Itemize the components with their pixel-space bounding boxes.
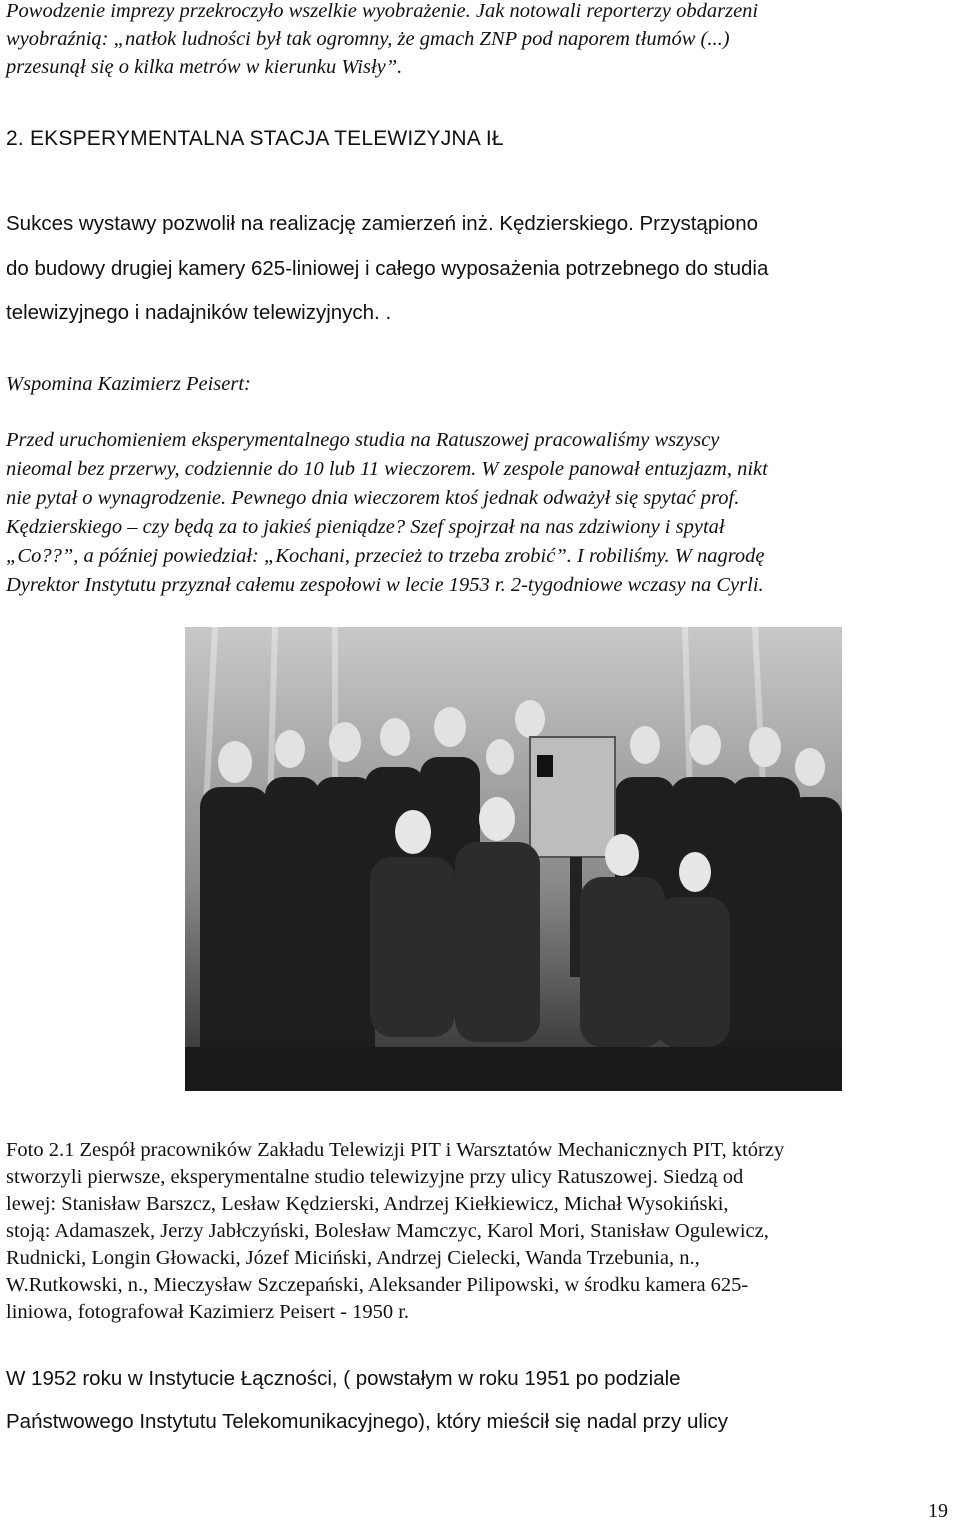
section-line-2: do budowy drugiej kamery 625-liniowej i całego wyposażenia potrzebnego do studia: [6, 257, 769, 280]
section-line-3: telewizyjnego i nadajników telewizyjnych. .: [6, 301, 392, 324]
closing-line-1: W 1952 roku w Instytucie Łączności, ( powstałym w roku 1951 po podziale: [6, 1367, 681, 1390]
caption-line-2: stworzyli pierwsze, eksperymentalne studio telewizyjne przy ulicy Ratuszowej. Siedzą od: [6, 1166, 744, 1188]
intro-line-1: Powodzenie imprezy przekroczyło wszelkie wyobrażenie. Jak notowali reporterzy obdarzeni: [6, 0, 759, 22]
intro-line-3: przesunął się o kilka metrów w kierunku Wisły”.: [6, 56, 403, 78]
section-line-1: Sukces wystawy pozwolił na realizację zamierzeń inż. Kędzierskiego. Przystąpiono: [6, 212, 758, 235]
quote-line-6: Dyrektor Instytutu przyznał całemu zespołowi w lecie 1953 r. 2-tygodniowe wczasy na Cyrli.: [6, 574, 764, 596]
quote-line-3: nie pytał o wynagrodzenie. Pewnego dnia wieczorem ktoś jednak odważył się spytać prof.: [6, 487, 740, 509]
caption-line-6: W.Rutkowski, n., Mieczysław Szczepański, Aleksander Pilipowski, w środku kamera 625-: [6, 1274, 749, 1296]
intro-line-2: wyobraźnią: „natłok ludności był tak ogromny, że gmach ZNP pod naporem tłumów (...): [6, 28, 730, 50]
group-photo-image: [185, 627, 842, 1091]
group-photo: [185, 627, 842, 1091]
page-number: 19: [928, 1500, 948, 1522]
caption-line-7: liniowa, fotografował Kazimierz Peisert - 1950 r.: [6, 1301, 410, 1323]
caption-line-3: lewej: Stanisław Barszcz, Lesław Kędzierski, Andrzej Kiełkiewicz, Michał Wysokiński,: [6, 1193, 729, 1215]
quote-line-1: Przed uruchomieniem eksperymentalnego studia na Ratuszowej pracowaliśmy wszyscy: [6, 429, 720, 451]
section-heading: 2. EKSPERYMENTALNA STACJA TELEWIZYJNA IŁ: [6, 127, 504, 150]
closing-line-2: Państwowego Instytutu Telekomunikacyjnego), który mieścił się nadal przy ulicy: [6, 1410, 729, 1433]
quote-intro: Wspomina Kazimierz Peisert:: [6, 373, 251, 395]
quote-line-5: „Co??”, a później powiedział: „Kochani, przecież to trzeba zrobić”. I robiliśmy. W nagrodę: [6, 545, 765, 567]
caption-line-4: stoją: Adamaszek, Jerzy Jabłczyński, Bolesław Mamczyc, Karol Mori, Stanisław Ogulewicz,: [6, 1220, 769, 1242]
quote-line-2: nieomal bez przerwy, codziennie do 10 lub 11 wieczorem. W zespole panował entuzjazm, nikt: [6, 458, 768, 480]
caption-line-5: Rudnicki, Longin Głowacki, Józef Miciński, Andrzej Cielecki, Wanda Trzebunia, n.,: [6, 1247, 700, 1269]
quote-line-4: Kędzierskiego – czy będą za to jakieś pieniądze? Szef spojrzał na nas zdziwiony i spytał: [6, 516, 725, 538]
caption-line-1: Foto 2.1 Zespół pracowników Zakładu Telewizji PIT i Warsztatów Mechanicznych PIT, którzy: [6, 1139, 785, 1161]
